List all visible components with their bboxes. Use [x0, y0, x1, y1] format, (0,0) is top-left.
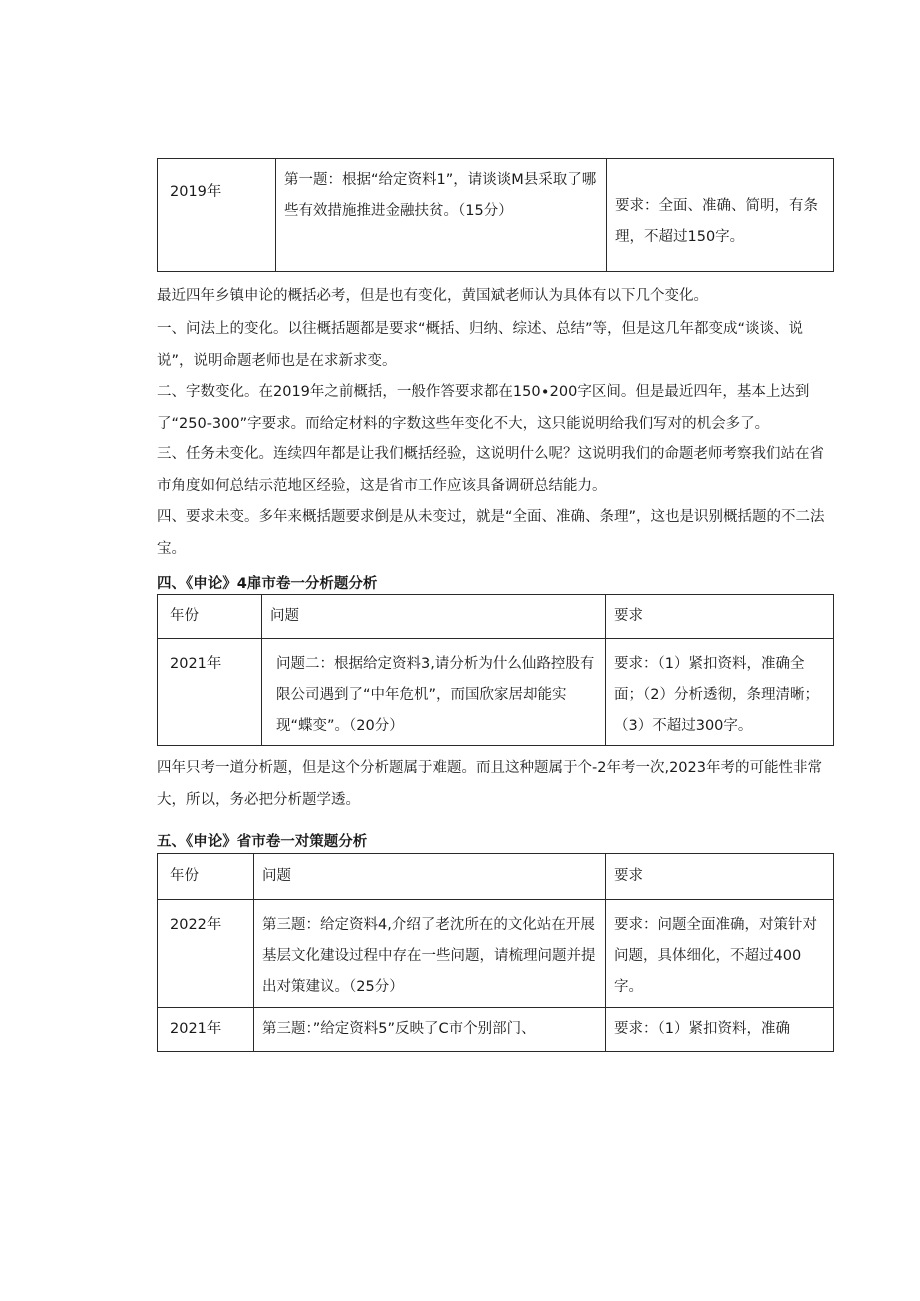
table-row: [158, 1008, 834, 1052]
requirement-cell: 要求：（1）紧扣资料，准确: [606, 1008, 834, 1052]
summary-point-3: 三、任务未变化。连续四年都是让我们概括经验，这说明什么呢？这说明我们的命题老师考察我们站在省市角度如何总结示范地区经验，这是省市工作应该具备调研总结能力。: [157, 446, 824, 494]
analysis-note: 四年只考一道分析题，但是这个分析题属于难题。而且这种题属于个-2年考一次,2023年考的可能性非常大，所以，务必把分析题学透。: [157, 760, 822, 808]
table-row: [158, 900, 834, 1008]
section-5-heading: 五、《申论》省市卷一对策题分析: [157, 834, 368, 850]
year-cell: 2019年: [158, 159, 276, 272]
year-cell: 2021年: [158, 1008, 254, 1052]
table-row: [158, 159, 834, 272]
summary-point-4: 四、要求未变。多年来概括题要求倒是从未变过，就是“全面、准确、条理”，这也是识别概括题的不二法宝。: [157, 509, 825, 557]
header-requirement: 要求: [606, 595, 834, 639]
header-question: 问题: [254, 854, 606, 900]
header-year: 年份: [158, 595, 262, 639]
table-row: [158, 639, 834, 746]
year-cell: 2021年: [158, 639, 262, 746]
header-requirement: 要求: [606, 854, 834, 900]
requirement-cell: 要求：问题全面准确，对策针对问题，具体细化，不超过400字。: [606, 900, 834, 1008]
table-countermeasure: [157, 853, 834, 1052]
header-question: 问题: [262, 595, 606, 639]
question-cell: 问题二：根据给定资料3,请分析为什么仙路控股有限公司遇到了“中年危机”，而国欣家居却能实现“蝶变”。（20分）: [262, 639, 606, 746]
table-summary-continued: [157, 158, 834, 272]
summary-intro: 最近四年乡镇申论的概括必考，但是也有变化，黄国斌老师认为具体有以下几个变化。: [157, 288, 708, 304]
table-analysis: [157, 594, 834, 746]
requirement-cell: 要求：全面、准确、简明，有条理，不超过150字。: [607, 159, 834, 272]
table-header-row: [158, 854, 834, 900]
question-cell: 第一题：根据“给定资料1”，请谈谈M县采取了哪些有效措施推进金融扶贫。（15分）: [276, 159, 607, 272]
summary-point-1: 一、问法上的变化。以往概括题都是要求“概括、归纳、综述、总结”等，但是这几年都变成“谈谈、说说”，说明命题老师也是在求新求变。: [157, 321, 804, 369]
question-cell: 第三题：”给定资料5”反映了C市个别部门、: [254, 1008, 606, 1052]
section-4-heading: 四、《申论》4扉市卷一分析题分析: [157, 576, 378, 592]
requirement-cell: 要求：（1）紧扣资料，准确全面；（2）分析透彻，条理清晰；（3）不超过300字。: [606, 639, 834, 746]
header-year: 年份: [158, 854, 254, 900]
year-cell: 2022年: [158, 900, 254, 1008]
table-header-row: [158, 595, 834, 639]
summary-point-2: 二、字数变化。在2019年之前概括，一般作答要求都在150∙200字区间。但是最近四年，基本上达到了“250-300”字要求。而给定材料的字数这些年变化不大，这只能说明给我们写对的机会多了。: [157, 384, 810, 432]
question-cell: 第三题：给定资料4,介绍了老沈所在的文化站在开展基层文化建设过程中存在一些问题，请梳理问题并提出对策建议。（25分）: [254, 900, 606, 1008]
